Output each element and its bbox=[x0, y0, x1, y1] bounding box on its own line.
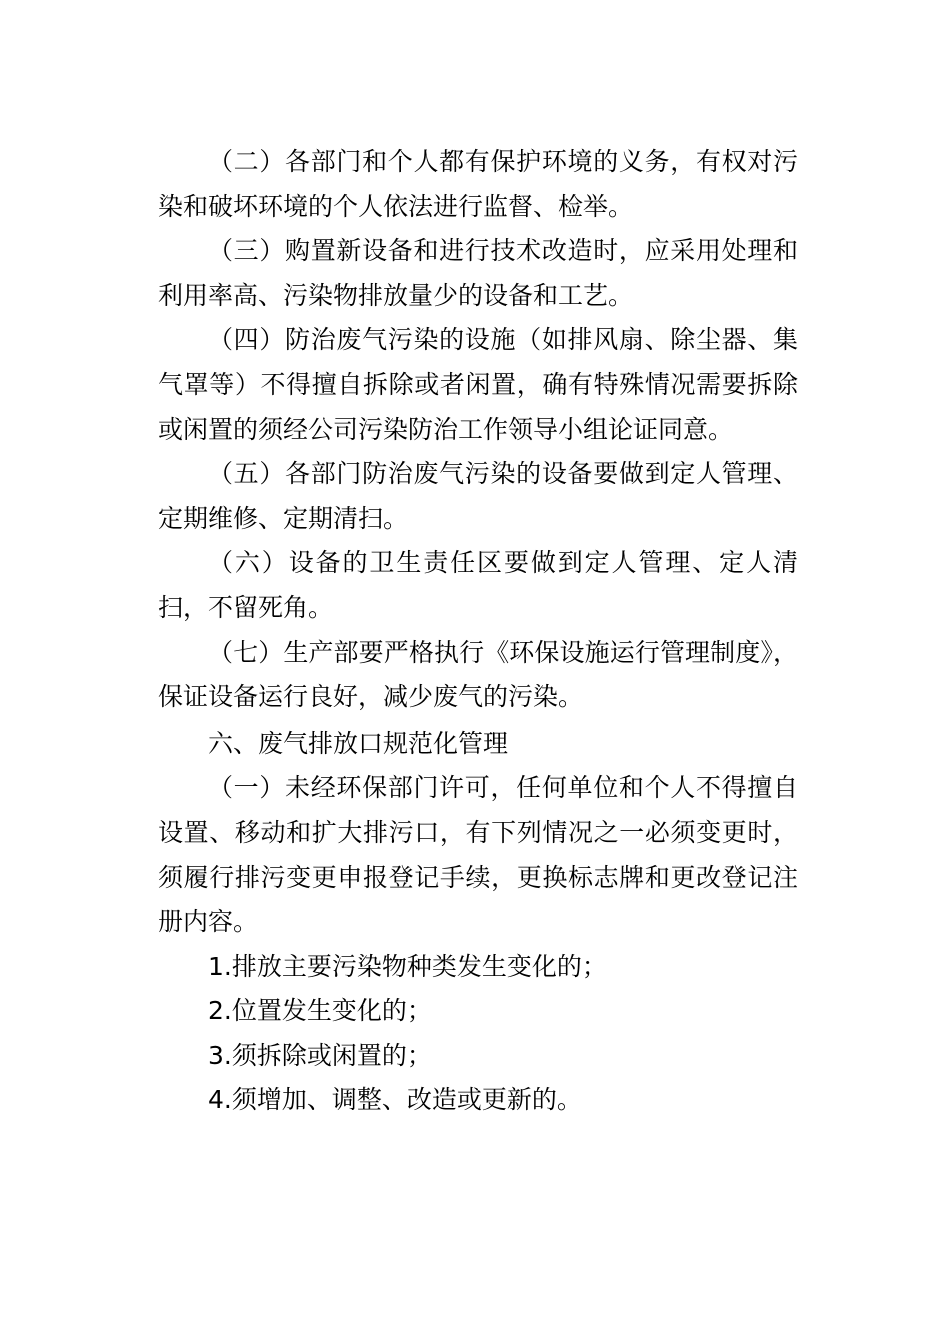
paragraph-4: （四）防治废气污染的设施（如排风扇、除尘器、集气罩等）不得擅自拆除或者闲置，确有特殊情况需要拆除或闲置的须经公司污染防治工作领导小组论证同意。 bbox=[158, 325, 798, 444]
paragraph-2: （二）各部门和个人都有保护环境的义务，有权对污染和破坏环境的个人依法进行监督、检举。 bbox=[158, 147, 798, 221]
paragraph-7: （七）生产部要严格执行《环保设施运行管理制度》，保证设备运行良好，减少废气的污染。 bbox=[158, 637, 798, 712]
list-item-2: 2.位置发生变化的； bbox=[208, 996, 432, 1026]
list-item-4: 4.须增加、调整、改造或更新的。 bbox=[208, 1085, 582, 1115]
section-paragraph-1: （一）未经环保部门许可，任何单位和个人不得擅自设置、移动和扩大排污口，有下列情况之一必须变更时，须履行排污变更申报登记手续，更换标志牌和更改登记注册内容。 bbox=[158, 773, 798, 937]
paragraph-5: （五）各部门防治废气污染的设备要做到定人管理、定期维修、定期清扫。 bbox=[158, 459, 798, 533]
paragraph-6: （六）设备的卫生责任区要做到定人管理、定人清扫，不留死角。 bbox=[158, 548, 798, 622]
list-item-1: 1.排放主要污染物种类发生变化的； bbox=[208, 951, 607, 981]
section-heading: 六、废气排放口规范化管理 bbox=[208, 728, 509, 758]
paragraph-3: （三）购置新设备和进行技术改造时，应采用处理和利用率高、污染物排放量少的设备和工艺。 bbox=[158, 236, 798, 310]
list-item-3: 3.须拆除或闲置的； bbox=[208, 1040, 432, 1070]
document-page bbox=[158, 140, 798, 1123]
